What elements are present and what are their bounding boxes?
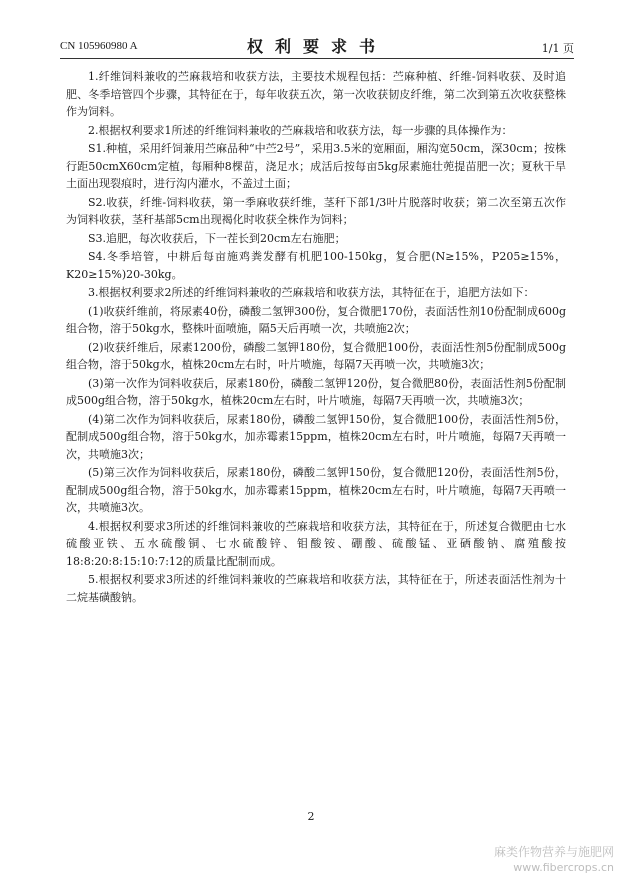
claim-paragraph: 1.纤维饲料兼收的苎麻栽培和收获方法，主要技术规程包括：苎麻种植、纤维-饲料收获、及时追肥、冬季培管四个步骤，其特征在于，每年收获五次，第一次收获韧皮纤维，第二次到第五次收获整株作为饲料。 xyxy=(66,70,566,118)
claim-paragraph: S1.种植，采用纤饲兼用苎麻品种“中苎2号”，采用3.5米的宽厢面，厢沟宽50cm，深30cm；按株行距50cmX60cm定植，每厢种8棵苗，浇足水；成活后按每亩5kg尿素施壮蔸提苗肥一次；夏秋干旱土面出现裂痕时，进行沟内灌水，不盖过土面； xyxy=(66,142,566,190)
claim-paragraph: S4.冬季培管，中耕后每亩施鸡粪发酵有机肥100-150kg，复合肥(N≥15%，P205≥15%，K20≥15%)20-30kg。 xyxy=(66,250,566,281)
watermark-site-name: 麻类作物营养与施肥网 xyxy=(493,845,614,859)
page-info: 1/1 页 xyxy=(541,42,574,55)
watermark xyxy=(494,845,614,875)
claim-paragraph: (3)第一次作为饲料收获后，尿素180份，磷酸二氢钾120份，复合微肥80份，表面活性剂5份配制成500g组合物，溶于50kg水，植株20cm左右时，叶片喷施，每隔7天再喷一次，共喷施3次； xyxy=(66,376,566,407)
document-header xyxy=(60,34,574,59)
watermark-url: www.fibercrops.cn xyxy=(513,861,614,874)
claim-paragraph: 2.根据权利要求1所述的纤维饲料兼收的苎麻栽培和收获方法，每一步骤的具体操作为： xyxy=(88,123,513,137)
claim-paragraph: (1)收获纤维前，将尿素40份，磷酸二氢钾300份，复合微肥170份，表面活性剂10份配制成600g组合物，溶于50kg水，整株叶面喷施，隔5天后再喷一次，共喷施2次； xyxy=(66,304,566,335)
claim-paragraph: (2)收获纤维后，尿素1200份，磷酸二氢钾180份，复合微肥100份，表面活性剂5份配制成500g组合物，溶于50kg水，植株20cm左右时，叶片喷施，每隔7天再喷一次，共喷施3次； xyxy=(66,340,566,371)
claim-paragraph: (4)第二次作为饲料收获后，尿素180份，磷酸二氢钾150份，复合微肥100份，表面活性剂5份，配制成500g组合物，溶于50kg水，加赤霉素15ppm，植株20cm左右时，叶片喷施，每隔7天再喷一次，共喷施3次； xyxy=(66,412,566,461)
document-title: 权利要求书 xyxy=(246,37,387,56)
claim-paragraph: 3.根据权利要求2所述的纤维饲料兼收的苎麻栽培和收获方法，其特征在于，追肥方法如下： xyxy=(88,286,535,299)
claim-paragraph: 4.根据权利要求3所述的纤维饲料兼收的苎麻栽培和收获方法，其特征在于，所述复合微肥由七水硫酸亚铁、五水硫酸铜、七水硫酸锌、钼酸铵、硼酸、硫酸锰、亚硒酸钠、腐殖酸按18:8:20:8:15:10:7:12的质量比配制而成。 xyxy=(66,519,566,568)
page-number: 2 xyxy=(307,810,315,823)
claim-paragraph: 5.根据权利要求3所述的纤维饲料兼收的苎麻栽培和收获方法，其特征在于，所述表面活性剂为十二烷基磺酸钠。 xyxy=(66,573,566,604)
publication-number: CN 105960980 A xyxy=(60,40,138,52)
claim-paragraph: (5)第三次作为饲料收获后，尿素180份，磷酸二氢钾150份，复合微肥120份，表面活性剂5份，配制成500g组合物，溶于50kg水，加赤霉素15ppm，植株20cm左右时，叶片喷施，每隔7天再喷一次，共喷施3次。 xyxy=(66,466,566,514)
claim-paragraph: S3.追肥，每次收获后，下一茬长到20cm左右施肥； xyxy=(88,231,346,245)
claim-paragraph: S2.收获，纤维-饲料收获，第一季麻收获纤维，茎秆下部1/3叶片脱落时收获；第二次至第五次作为饲料收获，茎秆基部5cm出现褐化时收获全株作为饲料； xyxy=(66,195,566,226)
claims-body xyxy=(66,68,566,607)
